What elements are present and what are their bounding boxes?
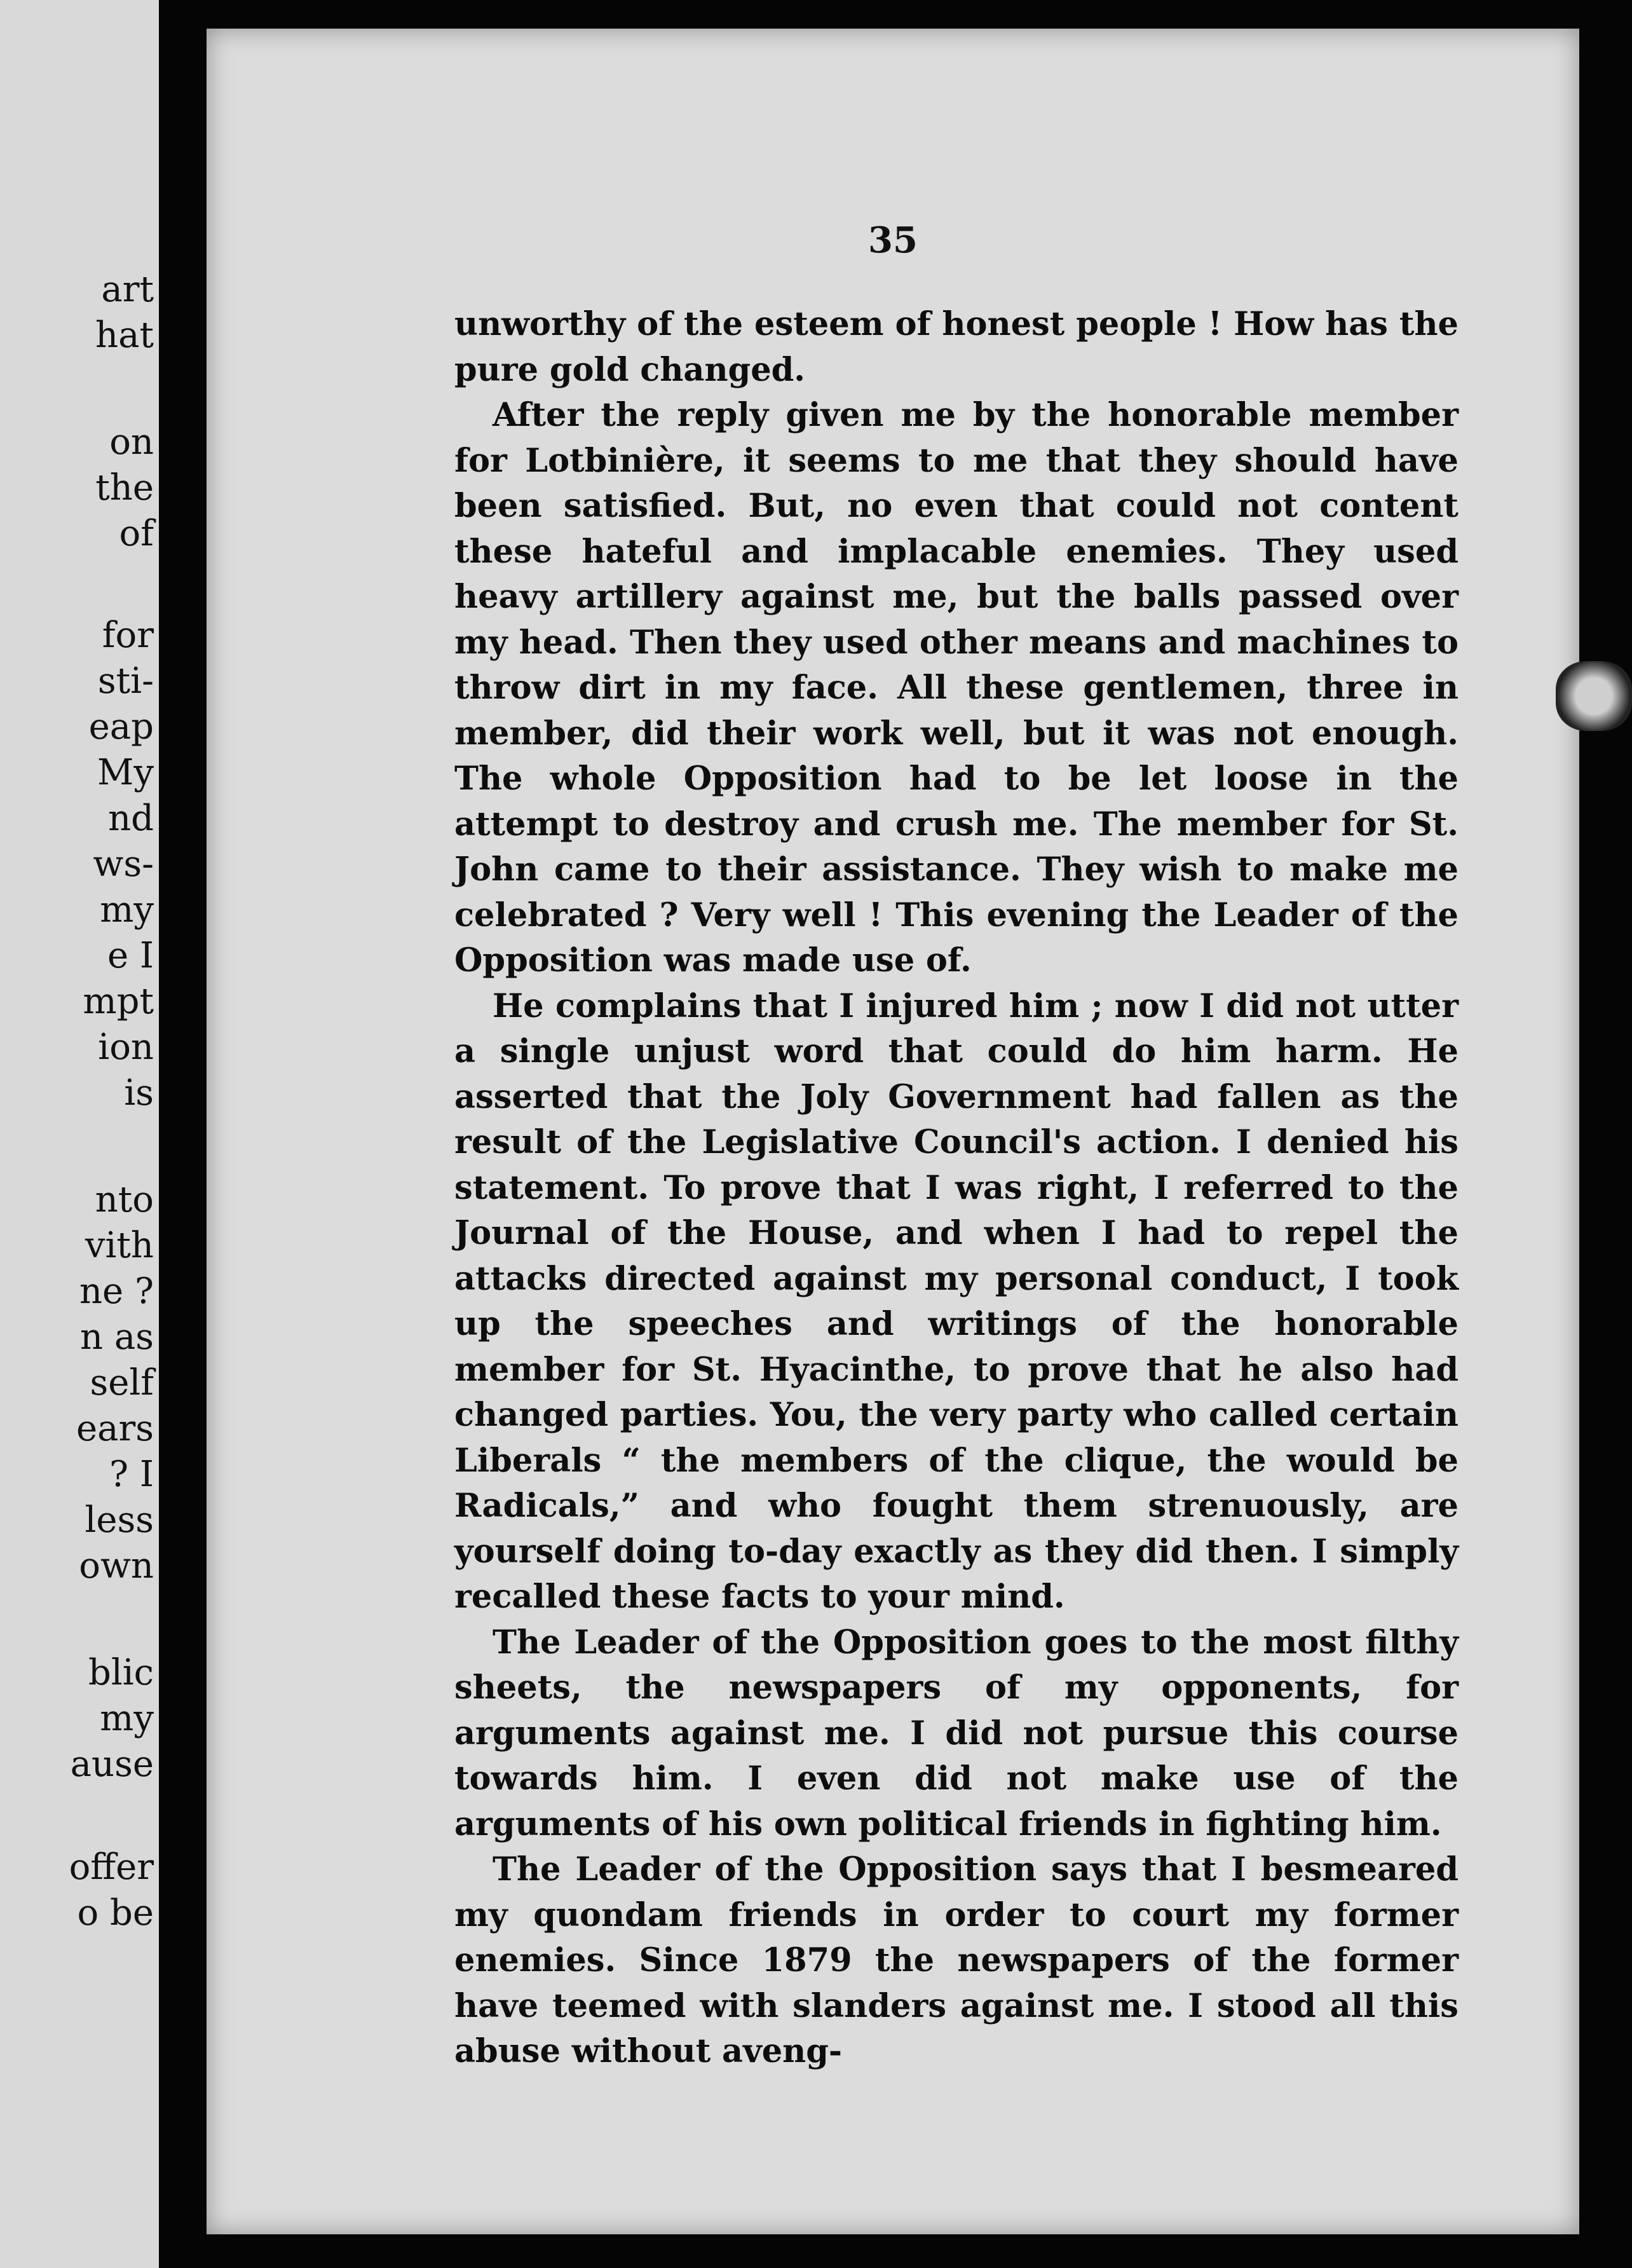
left-fragment: ears <box>76 1408 154 1449</box>
left-fragment: nto <box>95 1179 154 1220</box>
left-fragment: offer <box>69 1847 154 1888</box>
left-fragment: ne ? <box>79 1271 154 1312</box>
left-fragment: hat <box>95 315 154 356</box>
paragraph: After the reply given me by the honorable member for Lotbinière, it seems to me that they should have been satisfied. But, no even that could not content these hateful and implacable enemies. They used heavy artillery against me, but the balls passed over my head. Then they used other means and machines to throw dirt in my face. All these gentlemen, three in member, did their work well, but it was not enough. The whole Opposition had to be let loose in the attempt to destroy and crush me. The member for St. John came to their assistance. They wish to make me celebrated ? Very well ! This evening the Leader of the Opposition was made use of. <box>454 396 1459 980</box>
left-fragment: on <box>109 421 154 463</box>
scan-artifact <box>1556 661 1632 731</box>
left-fragment: o be <box>77 1892 154 1934</box>
left-fragment: vith <box>85 1225 154 1266</box>
left-fragment: my <box>100 1698 154 1739</box>
left-fragment: eap <box>88 706 154 748</box>
left-fragment: own <box>79 1545 154 1587</box>
left-fragment: less <box>85 1499 154 1541</box>
left-fragment: for <box>102 615 154 656</box>
left-fragment: my <box>100 889 154 931</box>
left-fragment: sti- <box>97 660 154 702</box>
page-number: 35 <box>868 219 918 261</box>
left-fragment: My <box>97 752 154 793</box>
left-fragment: blic <box>88 1652 154 1693</box>
left-fragment: ws- <box>93 844 154 885</box>
left-fragment: ion <box>98 1027 154 1068</box>
paragraph: He complains that I injured him ; now I did not utter a single unjust word that could do him harm. He asserted that the Joly Government had fallen as the result of the Legislative Council's action. I denied his statement. To prove that I was right, I referred to the Journal of the House, and when I had to repel the attacks directed against my personal conduct, I took up the speeches and writings of the honorable member for St. Hyacinthe, to prove that he also had changed parties. You, the very party who called certain Liberals “ the members of the clique, the would be Radicals,” and who fought them strenuously, are yourself doing to-day exactly as they did then. I simply recalled these facts to your mind. <box>454 987 1459 1616</box>
paragraph: unworthy of the esteem of honest people ! How has the pure gold changed. <box>454 305 1459 389</box>
left-fragment: self <box>90 1362 154 1404</box>
main-page <box>207 29 1579 2234</box>
left-fragment: of <box>119 513 154 554</box>
left-fragment: is <box>124 1072 154 1114</box>
left-fragment: nd <box>108 798 154 839</box>
left-fragment: the <box>95 467 154 509</box>
left-fragment: mpt <box>83 981 154 1022</box>
book-gutter <box>159 0 207 2268</box>
body-text <box>454 302 1459 2075</box>
paragraph: The Leader of the Opposition goes to the most filthy sheets, the newspapers of my opponents, for arguments against me. I did not pursue this course towards him. I even did not make use of the arguments of his own political friends in fighting him. <box>454 1623 1459 1843</box>
left-facing-page <box>0 0 159 2268</box>
paragraph: The Leader of the Opposition says that I besmeared my quondam friends in order to court my former enemies. Since 1879 the newspapers of the former have teemed with slanders against me. I stood all this abuse without aveng- <box>454 1850 1459 2070</box>
left-fragment: e I <box>107 935 154 976</box>
left-fragment: n as <box>80 1316 154 1358</box>
left-fragment: ? I <box>109 1454 154 1495</box>
left-fragment: ause <box>70 1744 154 1785</box>
left-fragment: art <box>101 269 154 310</box>
